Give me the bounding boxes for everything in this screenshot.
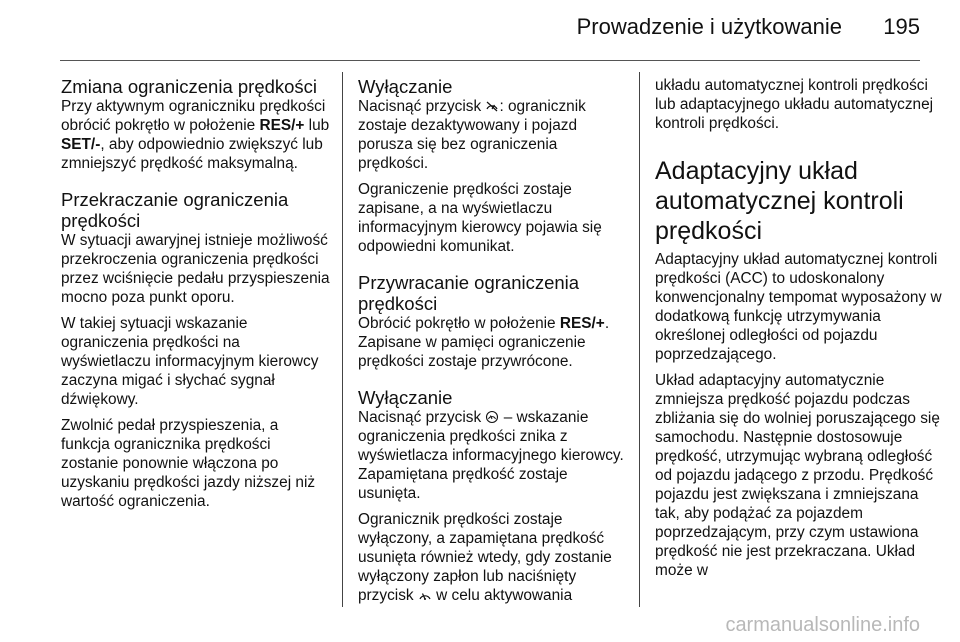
- section-heading: Przywracanie ograniczenia prędkości: [358, 272, 580, 314]
- header-title: Prowadzenie i użytkowanie: [576, 14, 842, 39]
- speed-limiter-icon: [485, 410, 499, 424]
- speed-cancel-icon: [485, 99, 499, 113]
- paragraph: Adaptacyjny układ automatycznej kontroli prędkości (ACC) to udoskonalony konwencjonalny tempomat wyposażony w dodatkową funkcję utrzymywania określonej odległości od pojazdu poprzedzającego.: [655, 251, 942, 363]
- paragraph: Ogranicznik prędkości zostaje wyłączony, a zapamiętana prędkość usunięta również wtedy, gdy zostanie wyłączony zapłon lub naciśnięty przycisk w celu aktywowania: [358, 511, 612, 604]
- page-number: 195: [883, 14, 920, 39]
- section-heading: Zmiana ograniczenia prędkości: [61, 76, 318, 97]
- paragraph: Nacisnąć przycisk – wskazanie ograniczenia prędkości znika z wyświetlacza informacyjnego kierowcy. Zapamiętana prędkość zostaje usunięta.: [358, 409, 624, 502]
- paragraph: Przy aktywnym ograniczniku prędkości obrócić pokrętło w położenie RES/+ lub SET/-, aby odpowiednio zwiększyć lub zmniejszyć prędkość maksymalną.: [61, 98, 330, 172]
- paragraph: Zwolnić pedał przyspieszenia, a funkcja ogranicznika prędkości zostanie ponownie włączona po uzyskaniu prędkości jazdy niższej niż wartość ograniczenia.: [61, 417, 316, 510]
- paragraph: Nacisnąć przycisk : ogranicznik zostaje dezaktywowany i pojazd porusza się bez ograniczenia prędkości.: [358, 98, 586, 172]
- column-2: [358, 76, 628, 605]
- watermark: carmanualsonline.info: [725, 614, 920, 636]
- bold-term: SET/-: [61, 136, 101, 153]
- main-heading: Adaptacyjny układ automatycznej kontroli prędkości: [655, 157, 904, 245]
- paragraph: Układ adaptacyjny automatycznie zmniejsza prędkość pojazdu podczas zbliżania się do wolniej poruszającego się samochodu. Następnie dostosowuje prędkość, utrzymując wybraną odległość od pojazdu jadącego z przodu. Prędkość pojazdu jest zwiększana i zmniejszana tak, aby podążać za pojazdem poprzedzającym, przy czym ustawiona prędkość nie jest przekraczana. Układ może w: [655, 372, 940, 579]
- column-divider: [639, 72, 640, 607]
- paragraph: Obrócić pokrętło w położenie RES/+. Zapisane w pamięci ograniczenie prędkości zostaje przywrócone.: [358, 315, 610, 370]
- section-heading: Wyłączanie: [358, 387, 453, 408]
- cruise-control-icon: [418, 588, 432, 602]
- paragraph: Ograniczenie prędkości zostaje zapisane, a na wyświetlaczu informacyjnym kierowcy pojawia się odpowiedni komunikat.: [358, 181, 602, 255]
- header-rule: [60, 60, 920, 61]
- column-1: [61, 76, 331, 511]
- paragraph: W sytuacji awaryjnej istnieje możliwość przekroczenia ograniczenia prędkości przez wciśnięcie pedału przyspieszenia mocno poza punkt oporu.: [61, 232, 330, 306]
- page-header: [0, 0, 960, 62]
- bold-term: RES/+: [559, 315, 605, 332]
- paragraph: W takiej sytuacji wskazanie ograniczenia prędkości na wyświetlaczu informacyjnym kierowcy zaczyna migać i słychać sygnał dźwiękowy.: [61, 315, 319, 408]
- paragraph: układu automatycznej kontroli prędkości lub adaptacyjnego układu automatycznej kontroli prędkości.: [655, 77, 934, 132]
- column-3: [655, 76, 943, 580]
- section-heading: Przekraczanie ograniczenia prędkości: [61, 189, 289, 231]
- column-divider: [342, 72, 343, 607]
- section-heading: Wyłączanie: [358, 76, 453, 97]
- bold-term: RES/+: [259, 117, 305, 134]
